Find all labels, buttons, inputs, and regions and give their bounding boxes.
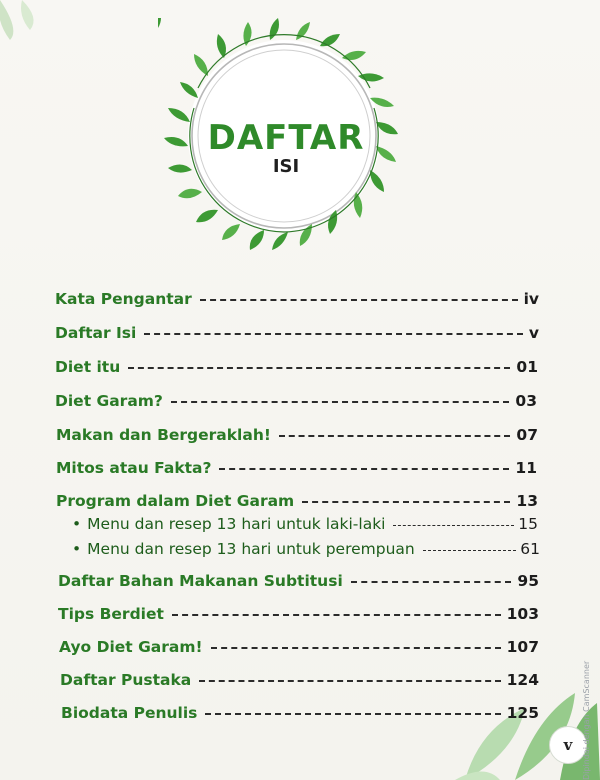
toc-leader — [172, 614, 501, 616]
toc-entry[interactable] — [56, 426, 538, 444]
toc-entry-label: Makan dan Bergeraklah! — [56, 426, 271, 444]
toc-leader — [144, 333, 523, 335]
toc-leader — [200, 299, 518, 301]
toc-entry[interactable] — [55, 392, 537, 410]
bullet-icon: • — [72, 515, 82, 533]
toc-page-number: 11 — [515, 459, 537, 477]
toc-page-number: iv — [523, 290, 539, 308]
toc-subentry[interactable] — [72, 540, 540, 558]
toc-leader — [423, 550, 517, 551]
toc-entry-label: Diet Garam? — [55, 392, 163, 410]
toc-page-number: 61 — [520, 540, 540, 558]
bullet-icon: • — [72, 540, 82, 558]
toc-leader — [279, 435, 510, 437]
toc-entry[interactable] — [58, 572, 539, 590]
toc-leader — [219, 468, 509, 470]
toc-leader — [205, 713, 500, 715]
toc-entry-label: Daftar Isi — [55, 324, 137, 342]
toc-entry[interactable] — [56, 492, 538, 510]
toc-leader — [211, 647, 501, 649]
toc-entry[interactable] — [61, 704, 539, 722]
toc-subentry-label: Menu dan resep 13 hari untuk laki-laki — [87, 515, 386, 533]
toc-page-number: 01 — [516, 358, 538, 376]
toc-entry-label: Daftar Pustaka — [60, 671, 192, 689]
toc-entry[interactable] — [55, 324, 539, 342]
toc-leader — [199, 680, 500, 682]
toc-entry-label: Ayo Diet Garam! — [59, 638, 203, 656]
toc-entry[interactable] — [58, 605, 539, 623]
toc-page-number: 13 — [516, 492, 538, 510]
toc-entry-label: Mitos atau Fakta? — [56, 459, 212, 477]
toc-leader — [128, 367, 510, 369]
toc-page-number: 103 — [506, 605, 539, 623]
toc-entry[interactable] — [60, 671, 539, 689]
toc-entry-label: Diet itu — [55, 358, 121, 376]
toc-leader — [351, 581, 512, 583]
toc-entry[interactable] — [55, 358, 538, 376]
toc-entry[interactable] — [55, 290, 539, 308]
toc-entry-label: Kata Pengantar — [55, 290, 192, 308]
toc-page-number: 95 — [517, 572, 539, 590]
toc-leader — [171, 401, 509, 403]
scanner-watermark: Dipindai dengan CamScanner — [582, 660, 591, 780]
toc-entry-label: Biodata Penulis — [61, 704, 198, 722]
toc-entry[interactable] — [59, 638, 539, 656]
toc-page-number: 15 — [518, 515, 538, 533]
toc-page-number: v — [528, 324, 539, 342]
toc-subentry-label: Menu dan resep 13 hari untuk perempuan — [87, 540, 415, 558]
toc-entry[interactable] — [56, 459, 537, 477]
toc-leader — [393, 525, 514, 526]
toc-page-number: 03 — [515, 392, 537, 410]
toc-entry-label: Program dalam Diet Garam — [56, 492, 295, 510]
page-subtitle: ISI — [272, 156, 300, 177]
toc-page-number: 124 — [506, 671, 539, 689]
toc-page-number: 107 — [506, 638, 539, 656]
toc-subentry[interactable] — [72, 515, 538, 533]
toc-page-number: 125 — [506, 704, 539, 722]
toc-page-number: 07 — [516, 426, 538, 444]
page-title: DAFTAR — [207, 118, 365, 158]
page-number-badge: v — [549, 726, 587, 764]
toc-leader — [302, 501, 510, 503]
toc-entry-label: Tips Berdiet — [58, 605, 164, 623]
toc-entry-label: Daftar Bahan Makanan Subtitusi — [58, 572, 343, 590]
